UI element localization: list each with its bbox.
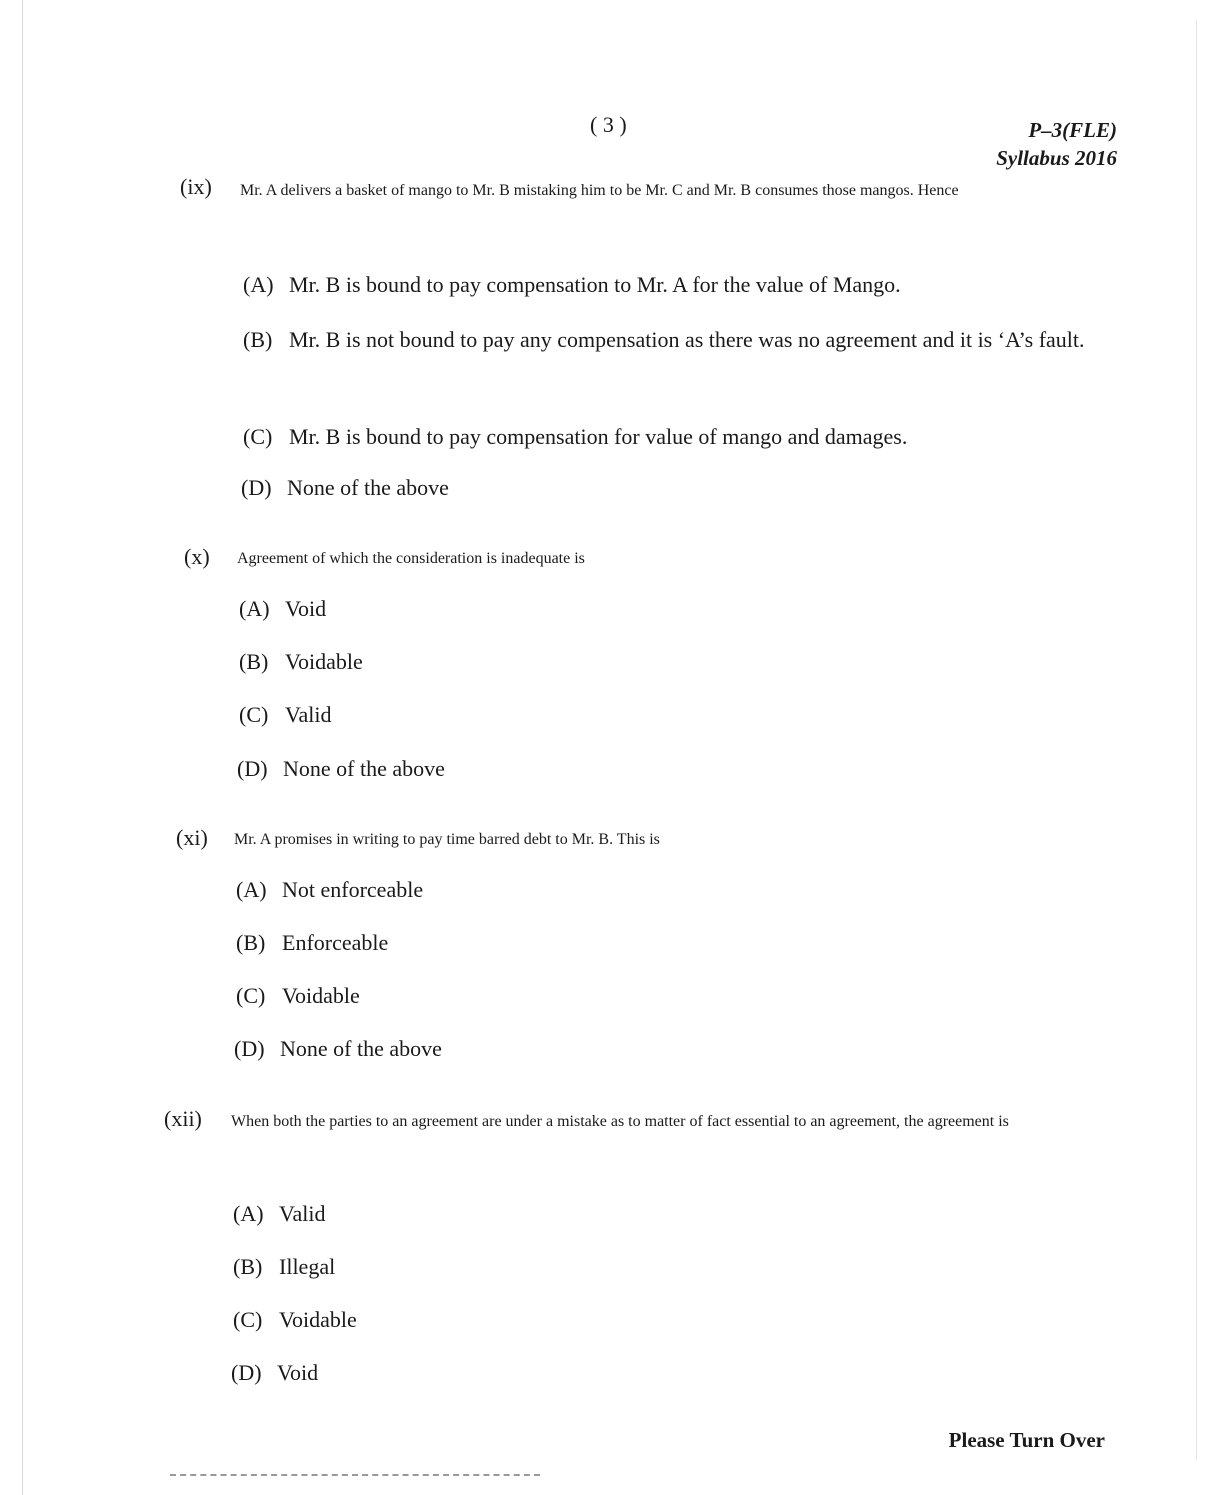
option-text: Enforceable bbox=[282, 930, 389, 955]
option-letter: (D) bbox=[231, 1360, 262, 1385]
option-letter: (B) bbox=[236, 930, 266, 955]
option-text: Mr. B is bound to pay compensation to Mr. A for the value of Mango. bbox=[289, 272, 901, 297]
option-a bbox=[236, 877, 423, 903]
option-a bbox=[233, 1201, 325, 1227]
option-text: Valid bbox=[279, 1201, 326, 1226]
option-c bbox=[233, 1307, 357, 1333]
option-letter: (C) bbox=[236, 983, 266, 1008]
option-c bbox=[236, 983, 360, 1009]
option-a bbox=[243, 272, 901, 298]
syllabus-label: Syllabus 2016 bbox=[996, 146, 1117, 170]
question-text: When both the parties to an agreement are under a mistake as to matter of fact essential to an agreement, the agreement is bbox=[231, 1113, 1009, 1130]
option-d bbox=[234, 1036, 442, 1062]
option-letter: (A) bbox=[243, 272, 274, 297]
option-letter: (D) bbox=[237, 756, 268, 781]
option-letter: (A) bbox=[239, 596, 270, 621]
paper-header bbox=[996, 116, 1117, 172]
option-d bbox=[237, 756, 445, 782]
option-a bbox=[239, 596, 326, 622]
option-text: None of the above bbox=[280, 1036, 442, 1061]
option-c bbox=[243, 424, 907, 450]
option-letter: (C) bbox=[243, 424, 273, 449]
option-letter: (A) bbox=[233, 1201, 264, 1226]
option-letter: (D) bbox=[234, 1036, 265, 1061]
option-text: None of the above bbox=[287, 475, 449, 500]
option-text: Not enforceable bbox=[282, 877, 424, 902]
option-text: Mr. B is not bound to pay any compensation as there was no agreement and it is ‘A’s fault. bbox=[289, 327, 1085, 352]
question-number: (xi) bbox=[176, 825, 208, 850]
option-letter: (A) bbox=[236, 877, 267, 902]
option-text: Voidable bbox=[282, 983, 360, 1008]
option-b bbox=[243, 318, 1116, 362]
option-text: Mr. B is bound to pay compensation for value of mango and damages. bbox=[289, 424, 908, 449]
question-text: Agreement of which the consideration is inadequate is bbox=[237, 550, 585, 567]
option-text: Voidable bbox=[285, 649, 363, 674]
option-text: Voidable bbox=[279, 1307, 357, 1332]
option-letter: (D) bbox=[241, 475, 272, 500]
option-b bbox=[233, 1254, 335, 1280]
option-letter: (B) bbox=[233, 1254, 263, 1279]
question-number: (xii) bbox=[164, 1106, 202, 1131]
page-edge-left bbox=[22, 0, 23, 1495]
option-letter: (B) bbox=[243, 327, 273, 352]
option-b bbox=[236, 930, 388, 956]
option-letter: (B) bbox=[239, 649, 269, 674]
page-edge-right bbox=[1196, 20, 1197, 1460]
question-text: Mr. A promises in writing to pay time barred debt to Mr. B. This is bbox=[234, 831, 660, 848]
option-text: None of the above bbox=[283, 756, 445, 781]
option-text: Illegal bbox=[279, 1254, 336, 1279]
please-turn-over: Please Turn Over bbox=[948, 1428, 1105, 1452]
paper-code: P–3(FLE) bbox=[1028, 118, 1117, 142]
option-letter: (C) bbox=[233, 1307, 263, 1332]
option-text: Void bbox=[277, 1360, 319, 1385]
question-number: (x) bbox=[184, 544, 210, 569]
option-d bbox=[241, 475, 449, 501]
option-text: Valid bbox=[285, 702, 332, 727]
option-c bbox=[239, 702, 331, 728]
bottom-divider bbox=[170, 1474, 540, 1476]
option-text: Void bbox=[285, 596, 327, 621]
option-letter: (C) bbox=[239, 702, 269, 727]
option-d bbox=[231, 1360, 318, 1386]
option-b bbox=[239, 649, 363, 675]
question-number: (ix) bbox=[180, 174, 212, 199]
question-text: Mr. A delivers a basket of mango to Mr. B mistaking him to be Mr. C and Mr. B consumes those mangos. Hence bbox=[240, 182, 959, 199]
page-number: ( 3 ) bbox=[590, 112, 627, 137]
